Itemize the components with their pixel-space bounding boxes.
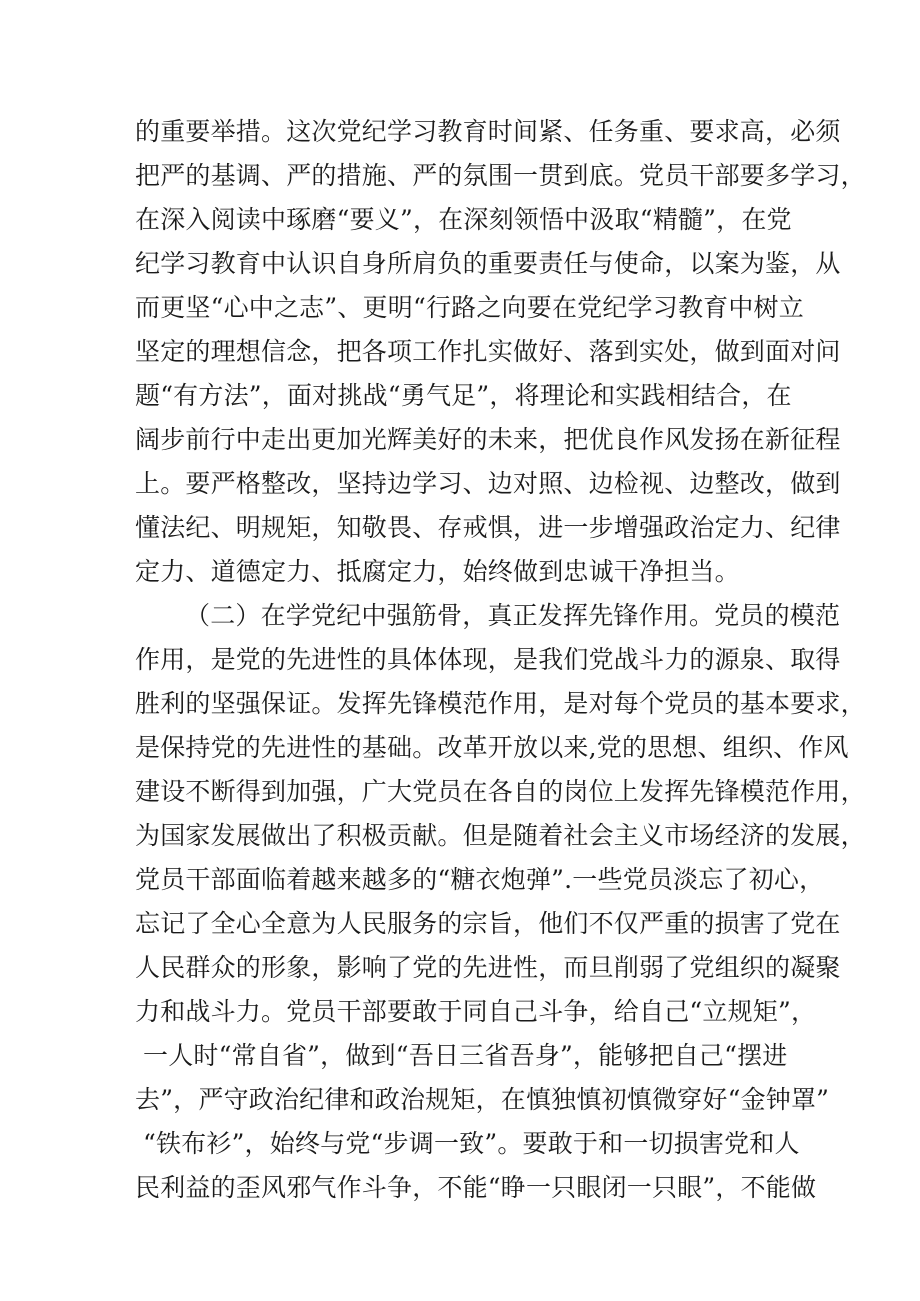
text-line: 在深入阅读中琢磨“要义”，在深刻领悟中汲取“精髓”，在党 bbox=[135, 205, 792, 234]
text-line: 阔步前行中走出更加光辉美好的未来，把优良作风发扬在新征程 bbox=[135, 425, 841, 454]
text-line: 上。要严格整改，坚持边学习、边对照、边检视、边整改，做到 bbox=[135, 469, 841, 498]
text-line: 力和战斗力。党员干部要敢于同自己斗争，给自己“立规矩”， bbox=[135, 997, 817, 1026]
text-line: 去”，严守政治纪律和政治规矩，在慎独慎初慎微穿好“金钟罩” bbox=[135, 1085, 830, 1114]
text-line: 定力、道德定力、抵腐定力，始终做到忠诚干净担当。 bbox=[135, 557, 740, 586]
text-line: 的重要举措。这次党纪学习教育时间紧、任务重、要求高，必须 bbox=[135, 117, 841, 146]
text-line: 懂法纪、明规矩，知敬畏、存戒惧，进一步增强政治定力、纪律 bbox=[135, 513, 841, 542]
section-heading-line: （二）在学党纪中强筋骨，真正发挥先锋作用。党员的模范 bbox=[185, 601, 841, 630]
text-line: 是保持党的先进性的基础。改革开放以来,党的思想、组织、作风 bbox=[135, 733, 849, 762]
text-line: 忘记了全心全意为人民服务的宗旨，他们不仅严重的损害了党在 bbox=[135, 909, 841, 938]
text-line: 民利益的歪风邪气作斗争，不能“睁一只眼闭一只眼”，不能做 bbox=[135, 1173, 817, 1202]
text-line: 作用，是党的先进性的具体体现，是我们党战斗力的源泉、取得 bbox=[135, 645, 841, 674]
text-line: 题“有方法”，面对挑战“勇气足”，将理论和实践相结合，在 bbox=[135, 381, 792, 410]
text-line: 党员干部面临着越来越多的“糖衣炮弹”.一些党员淡忘了初心， bbox=[135, 865, 825, 894]
text-line: 建设不断得到加强，广大党员在各自的岗位上发挥先锋模范作用， bbox=[135, 777, 866, 806]
text-line: 为国家发展做出了积极贡献。但是随着社会主义市场经济的发展， bbox=[135, 821, 866, 850]
text-line: 而更坚“心中之志”、更明“行路之向要在党纪学习教育中树立 bbox=[135, 293, 804, 322]
text-line: 胜利的坚强保证。发挥先锋模范作用，是对每个党员的基本要求， bbox=[135, 689, 866, 718]
text-line: 纪学习教育中认识自身所肩负的重要责任与使命，以案为鉴，从 bbox=[135, 249, 841, 278]
text-line: 坚定的理想信念，把各项工作扎实做好、落到实处，做到面对问 bbox=[135, 337, 841, 366]
text-line: “铁布衫”，始终与党“步调一致”。要敢于和一切损害党和人 bbox=[143, 1129, 800, 1158]
text-line: 把严的基调、严的措施、严的氛围一贯到底。党员干部要多学习， bbox=[135, 161, 866, 190]
text-line: 一人时“常自省”，做到“吾日三省吾身”，能够把自己“摆进 bbox=[143, 1041, 788, 1070]
text-line: 人民群众的形象，影响了党的先进性，而旦削弱了党组织的凝聚 bbox=[135, 953, 841, 982]
